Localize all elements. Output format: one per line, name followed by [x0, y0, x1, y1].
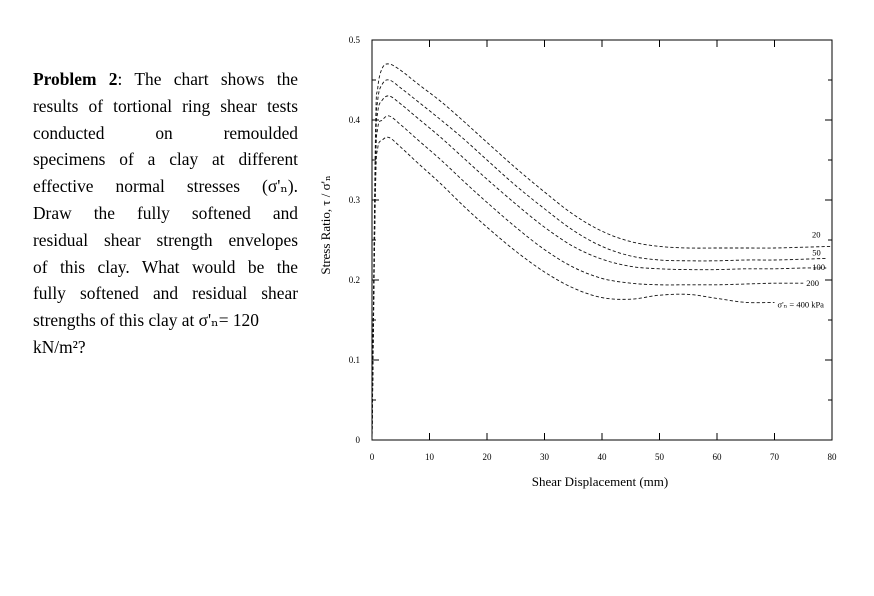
- problem-line-11: kN/m²?: [33, 336, 86, 357]
- problem-line-7: residual shear strength envelopes: [33, 229, 298, 250]
- series-label: 100: [812, 262, 825, 272]
- series-line-200: [372, 116, 803, 440]
- series-label: 20: [812, 229, 821, 240]
- y-tick-label: 0.3: [348, 195, 360, 205]
- x-axis: [370, 40, 837, 462]
- y-tick-label: 0.4: [348, 115, 360, 125]
- problem-line-6: Draw the fully softened and: [33, 202, 298, 223]
- series-line-400-kPa: [372, 137, 775, 440]
- x-tick-label: 80: [827, 452, 837, 462]
- problem-line-8: of this clay. What would be the: [33, 256, 298, 277]
- y-tick-label: 0: [355, 435, 360, 445]
- x-tick-label: 70: [770, 452, 779, 462]
- problem-line-2: results of tortional ring shear tests: [33, 95, 298, 116]
- series-label: 50: [812, 247, 821, 258]
- series-labels: [778, 229, 826, 309]
- x-tick-label: 60: [712, 452, 722, 462]
- y-axis-title: Stress Ratio, τ / σ'ₙ: [318, 175, 333, 275]
- plot-frame: [372, 40, 832, 440]
- y-tick-label: 0.2: [348, 275, 360, 285]
- x-tick-label: 30: [540, 452, 549, 462]
- problem-line-9: fully softened and residual shear: [33, 283, 298, 304]
- x-axis-title: Shear Displacement (mm): [531, 474, 669, 489]
- problem-line-10: strengths of this clay at σ'ₙ= 120: [33, 310, 259, 331]
- problem-line-3: conducted on remoulded: [33, 122, 298, 143]
- series-line-50: [372, 80, 826, 440]
- x-tick-label: 20: [482, 452, 492, 462]
- x-tick-label: 50: [655, 452, 664, 462]
- series-line-100: [372, 96, 826, 440]
- series-lines: [372, 64, 832, 440]
- y-tick-label: 0.1: [348, 355, 360, 365]
- y-tick-label: 0.5: [348, 35, 360, 45]
- problem-heading: Problem 2: [33, 69, 118, 89]
- problem-line-4: specimens of a clay at different: [33, 149, 298, 170]
- problem-line-1: Problem 2: The chart shows the: [33, 69, 298, 89]
- series-label: σ'ₙ = 400 kPa: [777, 299, 824, 310]
- y-axis: [349, 35, 832, 445]
- x-tick-label: 10: [425, 452, 434, 462]
- series-label: 200: [806, 278, 819, 289]
- plot-border: [372, 40, 832, 440]
- x-tick-label: 0: [369, 452, 375, 462]
- x-tick-label: 40: [597, 452, 607, 462]
- series-line-20: [372, 64, 832, 440]
- problem-line-5: effective normal stresses (σ'ₙ).: [33, 176, 298, 197]
